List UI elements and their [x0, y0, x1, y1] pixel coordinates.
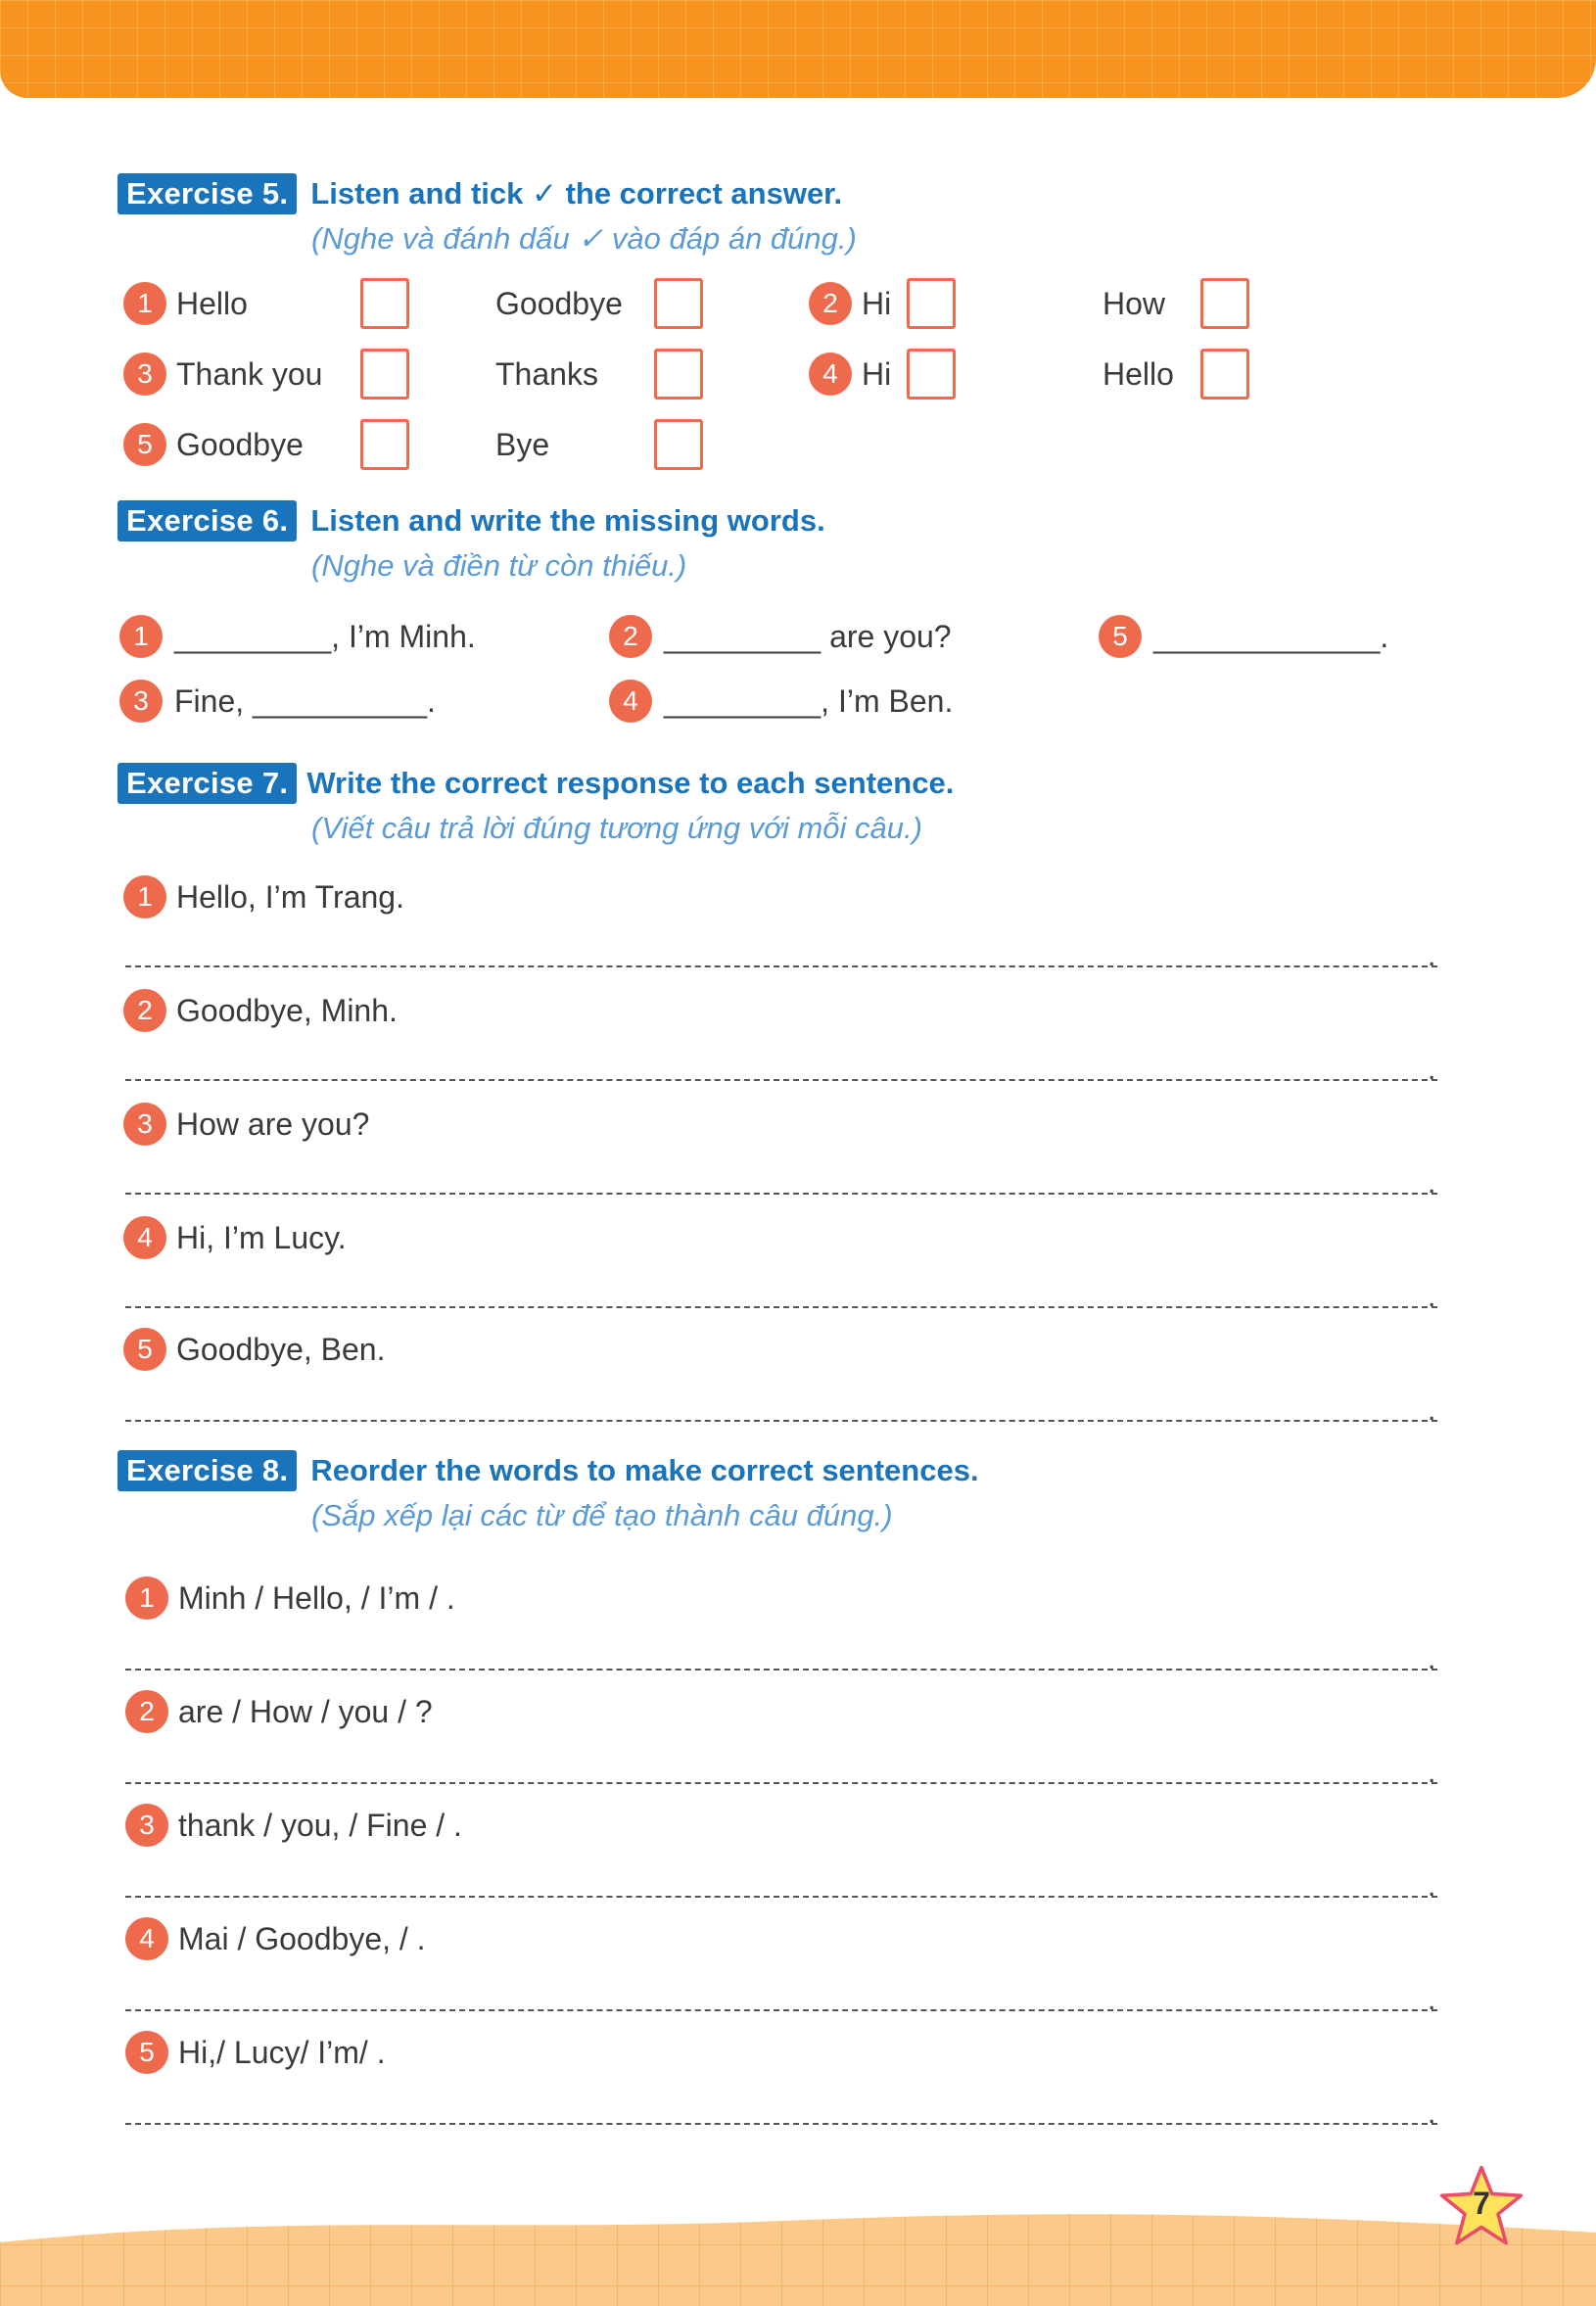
gap-sentence[interactable]: _____________. — [1153, 619, 1389, 654]
prompt-sentence: Goodbye, Minh. — [176, 993, 398, 1028]
answer-line-end: . — [1428, 1394, 1436, 1427]
prompt-sentence: Goodbye, Ben. — [176, 1332, 386, 1367]
option-label: Hi — [862, 286, 892, 321]
word-scramble: Hi,/ Lucy/ I’m/ . — [178, 2035, 386, 2070]
tick-box[interactable] — [360, 349, 409, 400]
exercise-7-title: Write the correct response to each sentence. — [306, 766, 955, 800]
option-label: Hello — [176, 286, 248, 321]
item-number-5: 5 — [125, 2031, 168, 2074]
word-scramble: thank / you, / Fine / . — [178, 1808, 462, 1843]
item-number-2: 2 — [123, 989, 166, 1032]
gap-sentence[interactable]: Fine, __________. — [174, 683, 436, 719]
exercise-6-subtitle: (Nghe và điền từ còn thiếu.) — [311, 548, 687, 583]
exercise-7-badge: Exercise 7. — [117, 763, 297, 804]
word-scramble: Minh / Hello, / I’m / . — [178, 1580, 455, 1616]
gap-sentence[interactable]: _________, I’m Minh. — [174, 619, 476, 654]
tick-box[interactable] — [1200, 278, 1249, 329]
answer-line[interactable] — [125, 1079, 1437, 1081]
item-number-1: 1 — [125, 1577, 168, 1620]
answer-line-end: . — [1428, 2097, 1436, 2130]
answer-line-end: . — [1428, 1281, 1436, 1313]
tick-box[interactable] — [907, 349, 956, 400]
exercise-6-header — [117, 499, 825, 542]
item-number-3: 3 — [119, 680, 163, 723]
tick-box[interactable] — [654, 349, 703, 400]
option-label: Hi — [862, 356, 892, 392]
prompt-sentence: Hi, I’m Lucy. — [176, 1220, 347, 1255]
gap-sentence[interactable]: _________ are you? — [664, 619, 952, 654]
tick-box[interactable] — [907, 278, 956, 329]
header-band — [0, 0, 1596, 98]
item-number-5: 5 — [123, 423, 166, 466]
item-number-5: 5 — [1099, 615, 1142, 658]
answer-line-end: . — [1428, 940, 1436, 972]
word-scramble: Mai / Goodbye, / . — [178, 1921, 426, 1956]
item-number-5: 5 — [123, 1328, 166, 1371]
prompt-sentence: How are you? — [176, 1106, 370, 1142]
answer-line[interactable] — [125, 1896, 1437, 1898]
answer-line-end: . — [1428, 1984, 1436, 2016]
item-number-3: 3 — [125, 1804, 168, 1847]
item-number-1: 1 — [119, 615, 163, 658]
tick-box[interactable] — [360, 419, 409, 470]
gap-sentence[interactable]: _________, I’m Ben. — [664, 683, 954, 719]
option-label: Bye — [495, 427, 550, 462]
answer-line-end: . — [1428, 1054, 1436, 1086]
item-number-2: 2 — [125, 1690, 168, 1733]
exercise-8-badge: Exercise 8. — [117, 1450, 297, 1491]
tick-box[interactable] — [1200, 349, 1249, 400]
option-label: Hello — [1103, 356, 1174, 392]
item-number-4: 4 — [809, 353, 852, 396]
answer-line[interactable] — [125, 1420, 1437, 1422]
answer-line-end: . — [1428, 1870, 1436, 1903]
word-scramble: are / How / you / ? — [178, 1694, 433, 1729]
option-label: Goodbye — [495, 286, 623, 321]
option-label: Goodbye — [176, 427, 304, 462]
option-label: How — [1103, 286, 1166, 321]
item-number-2: 2 — [809, 282, 852, 325]
item-number-1: 1 — [123, 282, 166, 325]
answer-line[interactable] — [125, 1193, 1437, 1195]
answer-line[interactable] — [125, 965, 1437, 967]
item-number-3: 3 — [123, 1103, 166, 1146]
option-label: Thank you — [176, 356, 323, 392]
answer-line[interactable] — [125, 1669, 1437, 1671]
item-number-4: 4 — [609, 680, 652, 723]
answer-line-end: . — [1428, 1757, 1436, 1789]
prompt-sentence: Hello, I’m Trang. — [176, 879, 404, 915]
tick-box[interactable] — [654, 419, 703, 470]
answer-line-end: . — [1428, 1167, 1436, 1200]
item-number-4: 4 — [123, 1216, 166, 1259]
exercise-8-subtitle: (Sắp xếp lại các từ để tạo thành câu đúng.) — [311, 1498, 893, 1532]
exercise-5-badge: Exercise 5. — [117, 173, 297, 214]
exercise-6-title: Listen and write the missing words. — [310, 503, 825, 538]
answer-line[interactable] — [125, 1782, 1437, 1784]
answer-line-end: . — [1428, 1643, 1436, 1675]
tick-box[interactable] — [654, 278, 703, 329]
item-number-2: 2 — [609, 615, 652, 658]
exercise-6-badge: Exercise 6. — [117, 500, 297, 541]
tick-box[interactable] — [360, 278, 409, 329]
exercise-8-header — [117, 1449, 979, 1492]
item-number-3: 3 — [123, 353, 166, 396]
option-label: Thanks — [495, 356, 598, 392]
answer-line[interactable] — [125, 1306, 1437, 1308]
item-number-4: 4 — [125, 1917, 168, 1960]
footer-wave — [0, 2203, 1596, 2306]
exercise-7-subtitle: (Viết câu trả lời đúng tương ứng với mỗi câu.) — [311, 811, 922, 845]
item-number-1: 1 — [123, 875, 166, 918]
exercise-5-header — [117, 172, 842, 215]
exercise-5-subtitle: (Nghe và đánh dấu ✓ vào đáp án đúng.) — [311, 221, 857, 256]
page-number: 7 — [1473, 2186, 1490, 2221]
exercise-7-header — [117, 762, 954, 805]
exercise-8-title: Reorder the words to make correct sentences. — [310, 1453, 979, 1487]
answer-line[interactable] — [125, 2123, 1437, 2125]
exercise-5-title: Listen and tick ✓ the correct answer. — [310, 176, 843, 211]
answer-line[interactable] — [125, 2009, 1437, 2011]
